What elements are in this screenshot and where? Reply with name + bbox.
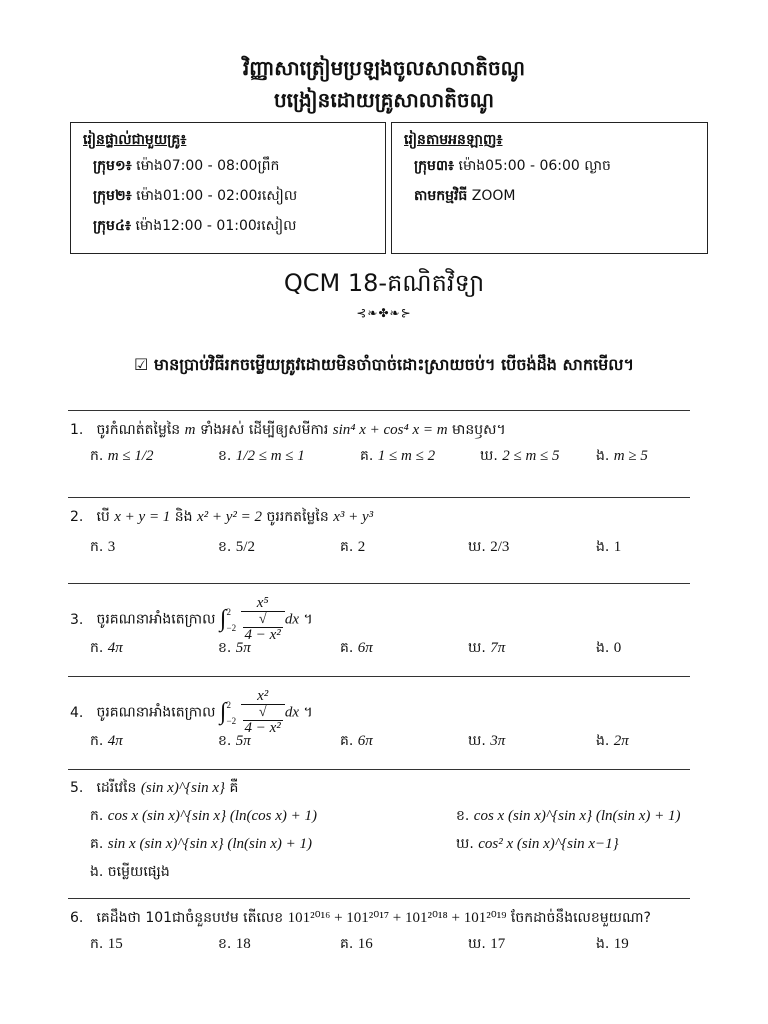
stem-variable: m bbox=[184, 422, 196, 438]
integral-sign: ∫ bbox=[219, 699, 227, 725]
option-value: cos² x (sin x)^{sin x−1} bbox=[478, 836, 619, 852]
option-b[interactable] bbox=[218, 934, 251, 955]
option-value: 18 bbox=[235, 936, 251, 952]
schedule-row bbox=[83, 211, 373, 241]
group-label: ក្រុម២៖ bbox=[93, 188, 132, 204]
teacher-line: បង្រៀនដោយគ្រូសាលាតិចណូ bbox=[273, 88, 495, 112]
option-value: 2 ≤ m ≤ 5 bbox=[502, 448, 560, 464]
online-title: រៀនតាមអនឡាញ៖ bbox=[404, 132, 503, 148]
group-label: ក្រុម១៖ bbox=[93, 158, 132, 174]
option-label: ក. bbox=[90, 936, 104, 952]
option-b[interactable] bbox=[218, 731, 251, 752]
stem-text: ចូររកតម្លៃនៃ bbox=[266, 509, 329, 525]
quiz-title: QCM 18-គណិតវិទ្យា bbox=[283, 269, 485, 297]
question-4 bbox=[70, 689, 700, 736]
option-label: គ. bbox=[360, 448, 374, 464]
group-time: ម៉ោង12:00 - 01:00រសៀល bbox=[135, 218, 297, 234]
option-value: 6π bbox=[357, 640, 373, 656]
integral-limits bbox=[227, 604, 237, 636]
schedule-row bbox=[404, 151, 695, 181]
option-c[interactable] bbox=[90, 834, 312, 855]
question-number: 3. bbox=[70, 611, 84, 628]
option-label: ឃ. bbox=[468, 640, 486, 656]
stem-text: ចូរគណនាអាំងតេក្រាល bbox=[96, 611, 216, 628]
stem-text: គឺ bbox=[229, 780, 239, 796]
option-label: ង. bbox=[90, 864, 104, 880]
option-label: ង. bbox=[596, 733, 610, 749]
stem-text: ចែកដាច់នឹងលេខមួយណា? bbox=[510, 910, 651, 926]
school-title: វិញ្ញាសាត្រៀមប្រឡងចូលសាលាតិចណូ bbox=[242, 56, 526, 80]
option-b[interactable] bbox=[218, 638, 251, 659]
stem-equation: x + y = 1 bbox=[114, 509, 171, 525]
stem-text: ។ bbox=[303, 704, 313, 721]
option-label: ខ. bbox=[218, 640, 232, 656]
option-label: ឃ. bbox=[468, 539, 486, 555]
option-label: ង. bbox=[596, 448, 610, 464]
stem-equation: 101²⁰¹⁶ + 101²⁰¹⁷ + 101²⁰¹⁸ + 101²⁰¹⁹ bbox=[287, 910, 507, 926]
option-label: ក. bbox=[90, 733, 104, 749]
stem-equation: (sin x)^{sin x} bbox=[140, 780, 226, 796]
integral-sign: ∫ bbox=[219, 606, 227, 632]
option-value: 1/2 ≤ m ≤ 1 bbox=[235, 448, 305, 464]
option-value: 6π bbox=[357, 733, 373, 749]
option-label: ឃ. bbox=[468, 936, 486, 952]
option-label: ខ. bbox=[218, 936, 232, 952]
instruction-text: ☑ មានប្រាប់វិធីរកចម្លើយត្រូវដោយមិនចាំបាច់ដោះស្រាយចប់។ បើចង់ដឹង សាកមើល។ bbox=[133, 355, 635, 374]
option-value: 15 bbox=[107, 936, 123, 952]
option-value: 1 ≤ m ≤ 2 bbox=[377, 448, 436, 464]
option-value: m ≤ 1/2 bbox=[107, 448, 154, 464]
option-label: ខ. bbox=[218, 448, 232, 464]
option-a[interactable] bbox=[90, 806, 317, 827]
integrand-numerator: x² bbox=[241, 689, 285, 705]
option-label: ខ. bbox=[218, 733, 232, 749]
option-d[interactable] bbox=[468, 934, 505, 955]
option-e[interactable] bbox=[596, 731, 629, 752]
lower-limit: −2 bbox=[226, 715, 237, 726]
question-stem bbox=[70, 507, 700, 528]
upper-limit: 2 bbox=[226, 699, 231, 710]
option-label: គ. bbox=[340, 640, 354, 656]
group-time: ម៉ោង01:00 - 02:00រសៀល bbox=[136, 188, 298, 204]
integral-limits bbox=[227, 697, 237, 729]
option-label: ឃ. bbox=[480, 448, 498, 464]
stem-text: ។ bbox=[303, 611, 313, 628]
option-value: 5/2 bbox=[235, 539, 255, 555]
in-person-title: រៀនផ្ទាល់ជាមួយគ្រូ៖ bbox=[83, 132, 187, 148]
option-label: ង. bbox=[596, 640, 610, 656]
integrand-denominator: 4 − x² bbox=[244, 627, 281, 643]
group-label: ក្រុម៤៖ bbox=[93, 218, 132, 234]
option-value: 4π bbox=[107, 640, 123, 656]
in-person-schedule-box bbox=[70, 122, 386, 254]
question-5 bbox=[70, 778, 700, 799]
upper-limit: 2 bbox=[226, 606, 231, 617]
question-number: 2. bbox=[70, 509, 84, 525]
option-d[interactable] bbox=[468, 731, 505, 752]
platform-label: តាមកម្មវិធី bbox=[414, 188, 468, 204]
question-number: 5. bbox=[70, 780, 84, 796]
divider-line bbox=[68, 497, 690, 498]
option-value: cos x (sin x)^{sin x} (ln(sin x) + 1) bbox=[473, 808, 681, 824]
question-1 bbox=[70, 420, 700, 441]
stem-text: ចូរគណនាអាំងតេក្រាល bbox=[96, 704, 216, 721]
option-d[interactable] bbox=[468, 638, 505, 659]
option-label: ខ. bbox=[456, 808, 470, 824]
question-stem bbox=[70, 420, 700, 441]
stem-text: និង bbox=[174, 509, 193, 525]
option-label: ក. bbox=[90, 640, 104, 656]
option-value: 3π bbox=[490, 733, 506, 749]
option-a[interactable] bbox=[90, 638, 123, 659]
option-e[interactable] bbox=[596, 934, 629, 955]
question-number: 1. bbox=[70, 422, 84, 438]
option-value: 2 bbox=[357, 539, 366, 555]
option-a[interactable] bbox=[90, 934, 123, 955]
option-c[interactable] bbox=[340, 731, 373, 752]
integrand-denominator: 4 − x² bbox=[244, 720, 281, 736]
option-value: 17 bbox=[490, 936, 506, 952]
option-b[interactable] bbox=[218, 446, 305, 467]
option-e[interactable] bbox=[596, 446, 648, 467]
option-e[interactable] bbox=[596, 638, 621, 659]
platform-name: ZOOM bbox=[471, 188, 516, 204]
question-stem bbox=[70, 778, 700, 799]
question-3 bbox=[70, 596, 700, 643]
option-value: 19 bbox=[613, 936, 629, 952]
option-value: ចម្លើយផ្សេង bbox=[107, 864, 170, 880]
schedule-row bbox=[83, 151, 373, 181]
option-value: 3 bbox=[107, 539, 116, 555]
divider-line bbox=[68, 898, 690, 899]
option-value: 1 bbox=[613, 539, 622, 555]
question-stem bbox=[70, 908, 700, 929]
question-number: 4. bbox=[70, 704, 84, 721]
integrand: x² √ 4 − x² bbox=[241, 689, 285, 736]
option-c[interactable] bbox=[360, 446, 435, 467]
stem-text: គេដឹងថា 101ជាចំនួនបឋម តើលេខ bbox=[96, 910, 284, 926]
question-number: 6. bbox=[70, 910, 84, 926]
option-label: ង. bbox=[596, 936, 610, 952]
option-label: ឃ. bbox=[456, 836, 474, 852]
stem-text: ដេរីវេនៃ bbox=[96, 780, 137, 796]
stem-text: បើ bbox=[96, 509, 110, 525]
document-header bbox=[0, 52, 768, 116]
schedule-row bbox=[404, 181, 695, 211]
integrand: x⁵ √ 4 − x² bbox=[241, 596, 285, 643]
stem-text: ទាំងអស់ ដើម្បីឲ្យសមីការ bbox=[199, 422, 329, 438]
option-label: ខ. bbox=[218, 539, 232, 555]
divider-line bbox=[68, 410, 690, 411]
option-c[interactable] bbox=[340, 537, 365, 558]
option-label: គ. bbox=[340, 936, 354, 952]
schedule-row bbox=[83, 181, 373, 211]
ornament-divider: ⊰❧✤❧⊱ bbox=[356, 306, 412, 320]
option-value: 5π bbox=[235, 733, 251, 749]
option-value: 5π bbox=[235, 640, 251, 656]
option-value: 0 bbox=[613, 640, 622, 656]
option-label: ក. bbox=[90, 448, 104, 464]
stem-equation: x³ + y³ bbox=[333, 509, 374, 525]
option-value: 2/3 bbox=[490, 539, 510, 555]
option-value: m ≥ 5 bbox=[613, 448, 648, 464]
option-value: 2π bbox=[613, 733, 629, 749]
option-value: 7π bbox=[490, 640, 506, 656]
option-label: គ. bbox=[90, 836, 104, 852]
option-b[interactable] bbox=[218, 537, 255, 558]
option-b[interactable] bbox=[456, 806, 681, 827]
question-stem: 3. ចូរគណនាអាំងតេក្រាល ∫ 2 −2 x⁵ √ 4 − x² dx ។ bbox=[70, 595, 313, 643]
option-e[interactable] bbox=[596, 537, 621, 558]
lower-limit: −2 bbox=[226, 622, 237, 633]
question-6 bbox=[70, 908, 700, 929]
option-value: sin x (sin x)^{sin x} (ln(sin x) + 1) bbox=[107, 836, 313, 852]
option-d[interactable] bbox=[468, 537, 509, 558]
group-time: ម៉ោង05:00 - 06:00 ល្ងាច bbox=[458, 158, 611, 174]
question-stem: 4. ចូរគណនាអាំងតេក្រាល ∫ 2 −2 x² √ 4 − x² dx ។ bbox=[70, 688, 313, 736]
group-label: ក្រុម៣៖ bbox=[414, 158, 455, 174]
option-value: 4π bbox=[107, 733, 123, 749]
stem-text: មានឫស។ bbox=[452, 422, 506, 438]
option-c[interactable] bbox=[340, 934, 373, 955]
option-label: ឃ. bbox=[468, 733, 486, 749]
option-a[interactable] bbox=[90, 446, 154, 467]
divider-line bbox=[68, 583, 690, 584]
option-d[interactable] bbox=[480, 446, 560, 467]
integrand-numerator: x⁵ bbox=[241, 596, 285, 612]
option-e[interactable] bbox=[90, 862, 170, 883]
group-time: ម៉ោង07:00 - 08:00ព្រឹក bbox=[136, 158, 280, 174]
online-schedule-box bbox=[391, 122, 708, 254]
option-c[interactable] bbox=[340, 638, 373, 659]
option-label: ក. bbox=[90, 808, 104, 824]
option-label: ក. bbox=[90, 539, 104, 555]
divider-line bbox=[68, 769, 690, 770]
stem-equation: sin⁴ x + cos⁴ x = m bbox=[332, 422, 448, 438]
divider-line bbox=[68, 676, 690, 677]
stem-equation: x² + y² = 2 bbox=[197, 509, 263, 525]
option-value: 16 bbox=[357, 936, 373, 952]
question-2 bbox=[70, 507, 700, 528]
option-d[interactable] bbox=[456, 834, 619, 855]
option-value: cos x (sin x)^{sin x} (ln(cos x) + 1) bbox=[107, 808, 318, 824]
option-a[interactable] bbox=[90, 537, 115, 558]
option-label: គ. bbox=[340, 733, 354, 749]
stem-text: ចូរកំណត់តម្លៃនៃ bbox=[96, 422, 181, 438]
option-label: ង. bbox=[596, 539, 610, 555]
option-a[interactable] bbox=[90, 731, 123, 752]
option-label: គ. bbox=[340, 539, 354, 555]
